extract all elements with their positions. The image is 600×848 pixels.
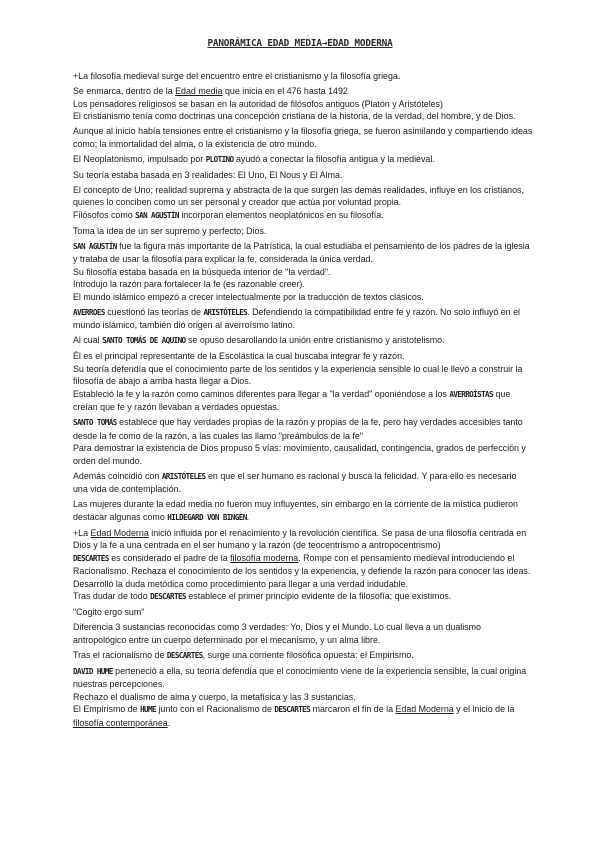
paragraph: [73, 85, 533, 98]
text-line: +La filosofía medieval surge del encuentro entre el cristianismo y la filosofía griega.: [73, 71, 401, 81]
text-line: Para demostrar la existencia de Dios propuso 5 vías: movimiento, causalidad, contingencia, grados de perfección y orden del mundo.: [73, 443, 526, 466]
text-line: El Neoplatonismo, impulsado por: [73, 153, 206, 164]
handwritten-name: SAN AGUSTÍN: [73, 241, 117, 251]
page-title: PANORÁMICA EDAD MEDIA→EDAD MODERNA: [207, 38, 393, 49]
text-line: Rechazo el dualismo de alma y cuerpo, la metafísica y las 3 sustancias.: [73, 691, 356, 702]
paragraph: [73, 110, 533, 123]
paragraph: [73, 98, 533, 111]
paragraph: [73, 552, 533, 578]
text-line: se opuso desarollando la unión entre cristianismo y aristotelismo.: [185, 335, 445, 345]
paragraph: [73, 363, 533, 388]
underlined-term: Edad Moderna: [395, 704, 454, 714]
underlined-term: filosofía moderna: [230, 552, 299, 563]
text-line: , surge una corriente filosófica opuesta: el Empirismo.: [202, 649, 414, 660]
handwritten-name: HUME: [140, 705, 156, 714]
paragraph: [73, 665, 533, 691]
paragraph: [73, 691, 533, 704]
paragraph: [73, 703, 533, 729]
paragraph: [73, 416, 533, 442]
paragraph: [73, 649, 533, 663]
text-line: que creían que fe y razón llevaban a verdades opuestas.: [73, 388, 511, 412]
paragraph: [73, 266, 533, 279]
text-line: Tras dudar de todo: [73, 591, 151, 601]
text-line: Filósofos como: [73, 209, 136, 220]
text-line: El mundo islámico empezó a crecer intelectualmente por la traducción de textos clásicos.: [73, 291, 424, 302]
underlined-term: Edad media: [175, 86, 223, 96]
handwritten-name: DAVID HUME: [73, 666, 113, 676]
handwritten-name: SANTO TOMÁS DE AQUINO: [102, 336, 186, 345]
text-line: Estableció la fe y la razón como caminos diferentes para llegar a "la verdad" oponiéndose a los: [73, 388, 450, 399]
paragraph: [73, 278, 533, 291]
text-line: establece el primer principio evidente de la filosofía; que existimos.: [185, 591, 452, 601]
text-line: "Cogito ergo sum": [73, 607, 145, 617]
paragraph: [73, 334, 533, 348]
paragraph: [73, 184, 533, 209]
text-line: perteneció a ella, su teoría defendía que el conocimiento viene de la experiencia sensible, la cual origina nuestras percepciones.: [73, 665, 527, 689]
text-line: Aunque al inicio había tensiones entre el cristianismo y la filosofía griega, se fueron asimilando y compartiendo ideas como; la inmortalidad del alma, o la existencia de otro mundo.: [73, 126, 533, 149]
paragraph: [73, 590, 533, 604]
handwritten-name: PLOTINO: [205, 154, 234, 164]
text-line: El concepto de Uno; realidad suprema y abstracta de la que surgen las demás realidades, influye en los cristianos, quienes lo conciben como un ser personal y creador que actúa por voluntad propia.: [73, 184, 524, 207]
paragraph: [73, 70, 533, 83]
paragraph: [73, 621, 533, 646]
text-line: y el inicio de la: [453, 704, 515, 714]
text-line: ayudó a conectar la filosofía antigua y la medieval.: [233, 153, 435, 164]
text-line: que inicia en el 476 hasta 1492: [222, 86, 348, 96]
paragraph: [73, 442, 533, 467]
handwritten-name: ARISTÓTELES: [203, 307, 248, 317]
text-line: incorporan elementos neoplatónicos en su filosofía.: [178, 209, 384, 220]
text-line: inició influida por el renacimiento y la revolución científica. Se pasa de una filosofía centrada en Dios y la fe a una centrada en el ser humano y la razón (de teocentrismo a antropocentrismo): [73, 527, 527, 550]
text-line: establece que hay verdades propias de la razón y propias de la fe, pero hay verdades accesibles tanto desde la fe como de la razón, a las cuales las llamo "preámbulos de la fe": [73, 417, 523, 441]
notes-body: [73, 70, 533, 729]
text-line: +La: [73, 527, 91, 538]
paragraph: [73, 153, 533, 167]
text-line: Además coincidió con: [73, 470, 162, 481]
text-line: Desarrolló la duda metódica como procedimiento para llegar a una verdad indudable.: [73, 578, 408, 589]
text-line: Toma la idea de un ser supremo y perfecto; Dios.: [73, 225, 267, 236]
text-line: Su teoría estaba basada en 3 realidades: El Uno, El Nous y El Alma.: [73, 169, 343, 180]
text-line: Su teoría defendía que el conocimiento parte de los sentidos y la experiencia sensible lo cual le llevó a construir la filosofía de abajo a arriba hasta llegar a Dios.: [73, 363, 523, 386]
paragraph: [73, 350, 533, 363]
text-line: Introdujo la razón para fortalecer la fe (es razonable creer).: [73, 279, 305, 289]
handwritten-name: AVERROÍSTAS: [449, 389, 494, 399]
text-line: junto con el Racionalismo de: [155, 704, 275, 714]
text-line: Se enmarca, dentro de la: [73, 86, 176, 96]
text-line: Su filosofía estaba basada en la búsqueda interior de "la verdad".: [73, 266, 331, 277]
text-line: Él es el principal representante de la Escolástica la cual buscaba integrar fe y razón.: [73, 351, 405, 361]
underlined-term: filosofía contemporánea: [73, 717, 168, 728]
handwritten-name: HILDEGARD VON BINGEN: [167, 512, 247, 522]
handwritten-name: DESCARTES: [166, 650, 203, 660]
text-line: es considerado el padre de la: [108, 552, 231, 563]
paragraph: [73, 209, 533, 223]
paragraph: [73, 225, 533, 238]
paragraph: [73, 291, 533, 304]
text-line: El Empirismo de: [73, 704, 141, 714]
text-line: cuestionó las teorías de: [104, 306, 204, 317]
paragraph: [73, 498, 533, 524]
text-line: .: [167, 717, 171, 728]
handwritten-name: AVERROES: [73, 307, 105, 317]
text-line: . Defendiendo la compatibilidad entre fe y razón. No solo influyó en el mundo islámico, también dió origen al averroísmo latino.: [73, 306, 520, 330]
text-line: El cristianismo tenía como doctrinas una concepción cristiana de la historia, de la verdad, del hombre, y de Dios.: [73, 111, 516, 121]
handwritten-name: SANTO TOMÁS: [73, 418, 117, 427]
paragraph: [73, 388, 533, 414]
text-line: fue la figura más importante de la Patrística, la cual estudiaba el pensamiento de los padres de la iglesia y trataba de usar la filosofía para explicar la fe, considerada la única verdad.: [73, 240, 530, 264]
handwritten-name: DESCARTES: [73, 553, 109, 563]
paragraph: [73, 169, 533, 182]
text-line: .: [246, 511, 250, 522]
paragraph: [73, 606, 533, 619]
text-line: Tras el racionalismo de: [73, 649, 167, 660]
text-line: Los pensadores religiosos se basan en la autoridad de filósofos antiguos (Platón y Aristóteles): [73, 98, 444, 109]
text-line: . Rompe con el pensamiento medieval introduciendo el Racionalismo. Rechaza el conocimiento de los sentidos y la experiencia, y defiende la razón para conocer las ideas.: [73, 552, 531, 576]
paragraph: [73, 240, 533, 266]
text-line: Diferencia 3 sustancias reconocidas como 3 verdades: Yo, Dios y el Mundo. Lo cual lleva a un dualismo antropológico entre un cuerpo determinado por el mecanismo, y un alma libre.: [73, 622, 481, 645]
handwritten-name: ARISTÓTELES: [161, 471, 206, 481]
underlined-term: Edad Moderna: [90, 527, 149, 538]
text-line: en que el ser humano es racional y busca la felicidad. Y para ello es necesario una vida de contemplación.: [73, 470, 517, 494]
paragraph: [73, 470, 533, 496]
handwritten-name: DESCARTES: [274, 705, 311, 714]
paragraph: [73, 578, 533, 591]
paragraph: [73, 306, 533, 332]
text-line: marcaron el fin de la: [310, 704, 396, 714]
handwritten-name: SAN AGUSTÍN: [135, 210, 179, 220]
handwritten-name: DESCARTES: [150, 592, 186, 601]
text-line: Al cual: [73, 335, 103, 345]
text-line: Las mujeres durante la edad media no fueron muy influyentes, sin embargo en la corriente de la mística pudieron destacar algunas como: [73, 499, 518, 522]
paragraph: [73, 527, 533, 552]
paragraph: [73, 125, 533, 150]
